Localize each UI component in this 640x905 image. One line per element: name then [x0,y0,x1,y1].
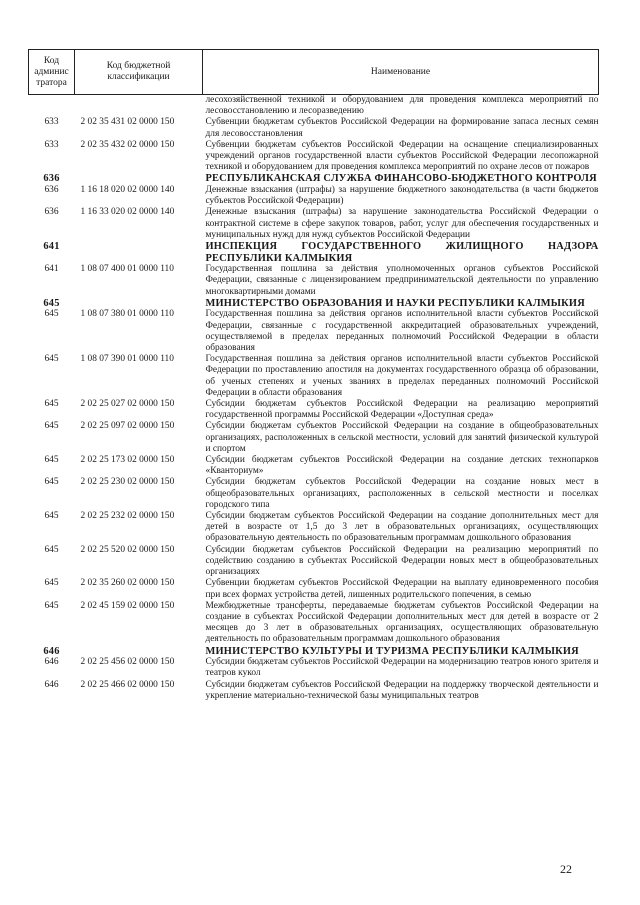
table-row [29,477,599,511]
header-admin-code: Код админис тратора [29,50,75,95]
budget-code-cell: 2 02 25 230 02 0000 150 [80,477,175,488]
budget-code-cell: 1 16 33 020 02 0000 140 [80,207,175,218]
budget-code-cell [75,173,203,185]
admin-code-cell: 645 [44,600,59,611]
budget-code-cell: 2 02 45 159 02 0000 150 [80,600,175,611]
table-row [29,601,599,646]
name-cell: лесохозяйственной техникой и оборудованием для проведения комплекса мероприятий по лесовосстановлению и лесоразведению [205,95,599,117]
table-body [29,95,599,702]
admin-code-cell: 645 [44,511,59,522]
admin-code-cell: 645 [44,477,59,488]
name-cell: Субсидии бюджетам субъектов Российской Федерации на создание детских технопарков «Кванториум» [205,455,599,477]
name-cell: Государственная пошлина за действия органов исполнительной власти субъектов Российской Федерации по проставлению апостиля на документах государственного образца об образовании, об ученых степенях и ученых званиях в пределах переданных полномочий Российской Федерации в области образования [205,354,599,398]
admin-code-cell: 645 [44,354,59,365]
header-name: Наименование [203,50,599,95]
table-row [29,309,599,354]
table-row [29,95,599,118]
header-budget-code: Код бюджетной классификации [75,50,203,95]
admin-code-cell: 645 [44,399,59,410]
name-cell: Межбюджетные трансферты, передаваемые бюджетам субъектов Российской Федерации на создание в субъектах Российской Федерации дополнительных мест для детей в возрасте от 2 месяцев до 3 лет в образовательных организациях, осуществляющих образовательную деятельность по образовательным программам дошкольного образования [205,600,599,645]
budget-code-cell: 2 02 25 173 02 0000 150 [80,455,175,466]
name-cell: Субвенции бюджетам субъектов Российской Федерации на выплату единовременного пособия при всех формах устройства детей, лишенных родительского попечения, в семью [205,578,599,600]
table-row [29,185,599,207]
budget-code-cell: 2 02 25 232 02 0000 150 [80,511,175,522]
table-row [29,511,599,545]
admin-code-cell [29,95,75,118]
table-row-section-header [29,173,599,185]
name-cell: Субсидии бюджетам субъектов Российской Федерации на создание в общеобразовательных организациях, расположенных в сельской местности, условий для занятий физической культурой и спортом [205,421,599,454]
budget-code-cell: 1 08 07 380 01 0000 110 [80,309,174,320]
name-cell: Субсидии бюджетам субъектов Российской Федерации на реализацию мероприятий государственной программы Российской Федерации «Доступная среда» [205,399,599,421]
table-row [29,264,599,298]
name-cell: Субсидии бюджетам субъектов Российской Федерации на модернизацию театров юного зрителя и театров кукол [205,657,599,679]
name-cell: Субсидии бюджетам субъектов Российской Федерации на реализацию мероприятий по содействию созданию в субъектах Российской Федерации новых мест в общеобразовательных организациях [205,544,599,578]
admin-code-cell: 645 [44,309,59,320]
admin-code-cell: 646 [43,645,60,657]
name-cell: Государственная пошлина за действия органов исполнительной власти субъектов Российской Федерации, связанные с государственной аккредитацией образовательных учреждений, осуществляемой в пределах переданных полномочий Российской Федерации в области образования [205,309,599,354]
admin-code-cell: 641 [44,264,59,275]
admin-code-cell: 645 [44,455,59,466]
budget-code-cell: 1 16 18 020 02 0000 140 [80,185,175,196]
admin-code-cell: 633 [44,117,59,128]
budget-code-cell: 2 02 35 431 02 0000 150 [80,117,175,128]
name-cell: Субсидии бюджетам субъектов Российской Федерации на поддержку творческой деятельности и укрепление материально-технической базы муниципальных театров [205,679,599,701]
name-cell: Денежные взыскания (штрафы) за нарушение бюджетного законодательства (в части бюджетов субъектов Российской Федерации) [205,185,599,207]
name-cell: РЕСПУБЛИКАНСКАЯ СЛУЖБА ФИНАНСОВО-БЮДЖЕТНОГО КОНТРОЛЯ [205,173,597,185]
admin-code-cell: 645 [43,297,60,309]
name-cell: Субвенции бюджетам субъектов Российской Федерации на формирование запаса лесных семян для лесовосстановления [205,117,599,139]
table-row [29,578,599,600]
budget-code-cell: 1 08 07 390 01 0000 110 [80,354,174,365]
budget-code-cell: 2 02 25 097 02 0000 150 [80,421,175,432]
table-row [29,421,599,455]
budget-code-cell: 2 02 25 456 02 0000 150 [80,657,175,668]
page-number: 22 [560,862,572,876]
table-row [29,399,599,421]
admin-code-cell: 646 [44,679,59,690]
admin-code-cell: 633 [44,139,59,150]
table-row [29,207,599,241]
budget-code-cell [75,95,203,118]
admin-code-cell: 641 [43,241,60,253]
budget-code-cell [75,646,203,658]
admin-code-cell: 636 [44,207,59,218]
admin-code-cell: 645 [44,421,59,432]
table-row-section-header [29,298,599,310]
table-row [29,117,599,139]
admin-code-cell: 636 [43,173,60,185]
table-row-section-header [29,241,599,264]
name-cell: Субсидии бюджетам субъектов Российской Федерации на создание новых мест в общеобразовательных организациях, расположенных в сельской местности и поселках городского типа [205,477,599,510]
table-header [29,50,599,95]
document-page [28,49,598,702]
budget-code-cell [75,298,203,310]
name-cell: Государственная пошлина за действия уполномоченных органов субъектов Российской Федерации, связанные с лицензированием предпринимательской деятельности по управлению многоквартирными домами [205,264,599,297]
budget-code-cell [75,241,203,264]
name-cell: Денежные взыскания (штрафы) за нарушение законодательства Российской Федерации о контрактной системе в сфере закупок товаров, работ, услуг для обеспечения государственных и муниципальных нужд для нужд субъектов Российской Федерации [205,207,599,240]
name-cell: МИНИСТЕРСТВО КУЛЬТУРЫ И ТУРИЗМА РЕСПУБЛИКИ КАЛМЫКИЯ [205,645,579,657]
table-row [29,680,599,702]
admin-code-cell: 636 [44,185,59,196]
table-row [29,354,599,399]
budget-codes-table [28,49,599,702]
admin-code-cell: 645 [44,578,59,589]
table-row [29,455,599,477]
table-row [29,545,599,579]
admin-code-cell: 646 [44,657,59,668]
name-cell: ИНСПЕКЦИЯ ГОСУДАРСТВЕННОГО ЖИЛИЩНОГО НАДЗОРА РЕСПУБЛИКИ КАЛМЫКИЯ [205,241,599,264]
budget-code-cell: 1 08 07 400 01 0000 110 [80,264,174,275]
table-row [29,140,599,174]
budget-code-cell: 2 02 35 432 02 0000 150 [80,139,175,150]
budget-code-cell: 2 02 25 466 02 0000 150 [80,679,175,690]
table-row-section-header [29,646,599,658]
budget-code-cell: 2 02 25 520 02 0000 150 [80,544,175,555]
table-row [29,657,599,679]
budget-code-cell: 2 02 35 260 02 0000 150 [80,578,175,589]
name-cell: Субвенции бюджетам субъектов Российской Федерации на оснащение специализированных учреждений органов государственной власти субъектов Российской Федерации лесопожарной техникой и оборудованием для проведения комплекса мероприятий по охране лесов от пожаров [205,139,599,173]
admin-code-cell: 645 [44,544,59,555]
budget-code-cell: 2 02 25 027 02 0000 150 [80,399,175,410]
name-cell: МИНИСТЕРСТВО ОБРАЗОВАНИЯ И НАУКИ РЕСПУБЛИКИ КАЛМЫКИЯ [205,297,585,309]
name-cell: Субсидии бюджетам субъектов Российской Федерации на создание дополнительных мест для детей в возрасте от 1,5 до 3 лет в образовательных организациях, осуществляющих образовательную деятельность по образовательным программам дошкольного образования [205,511,599,544]
